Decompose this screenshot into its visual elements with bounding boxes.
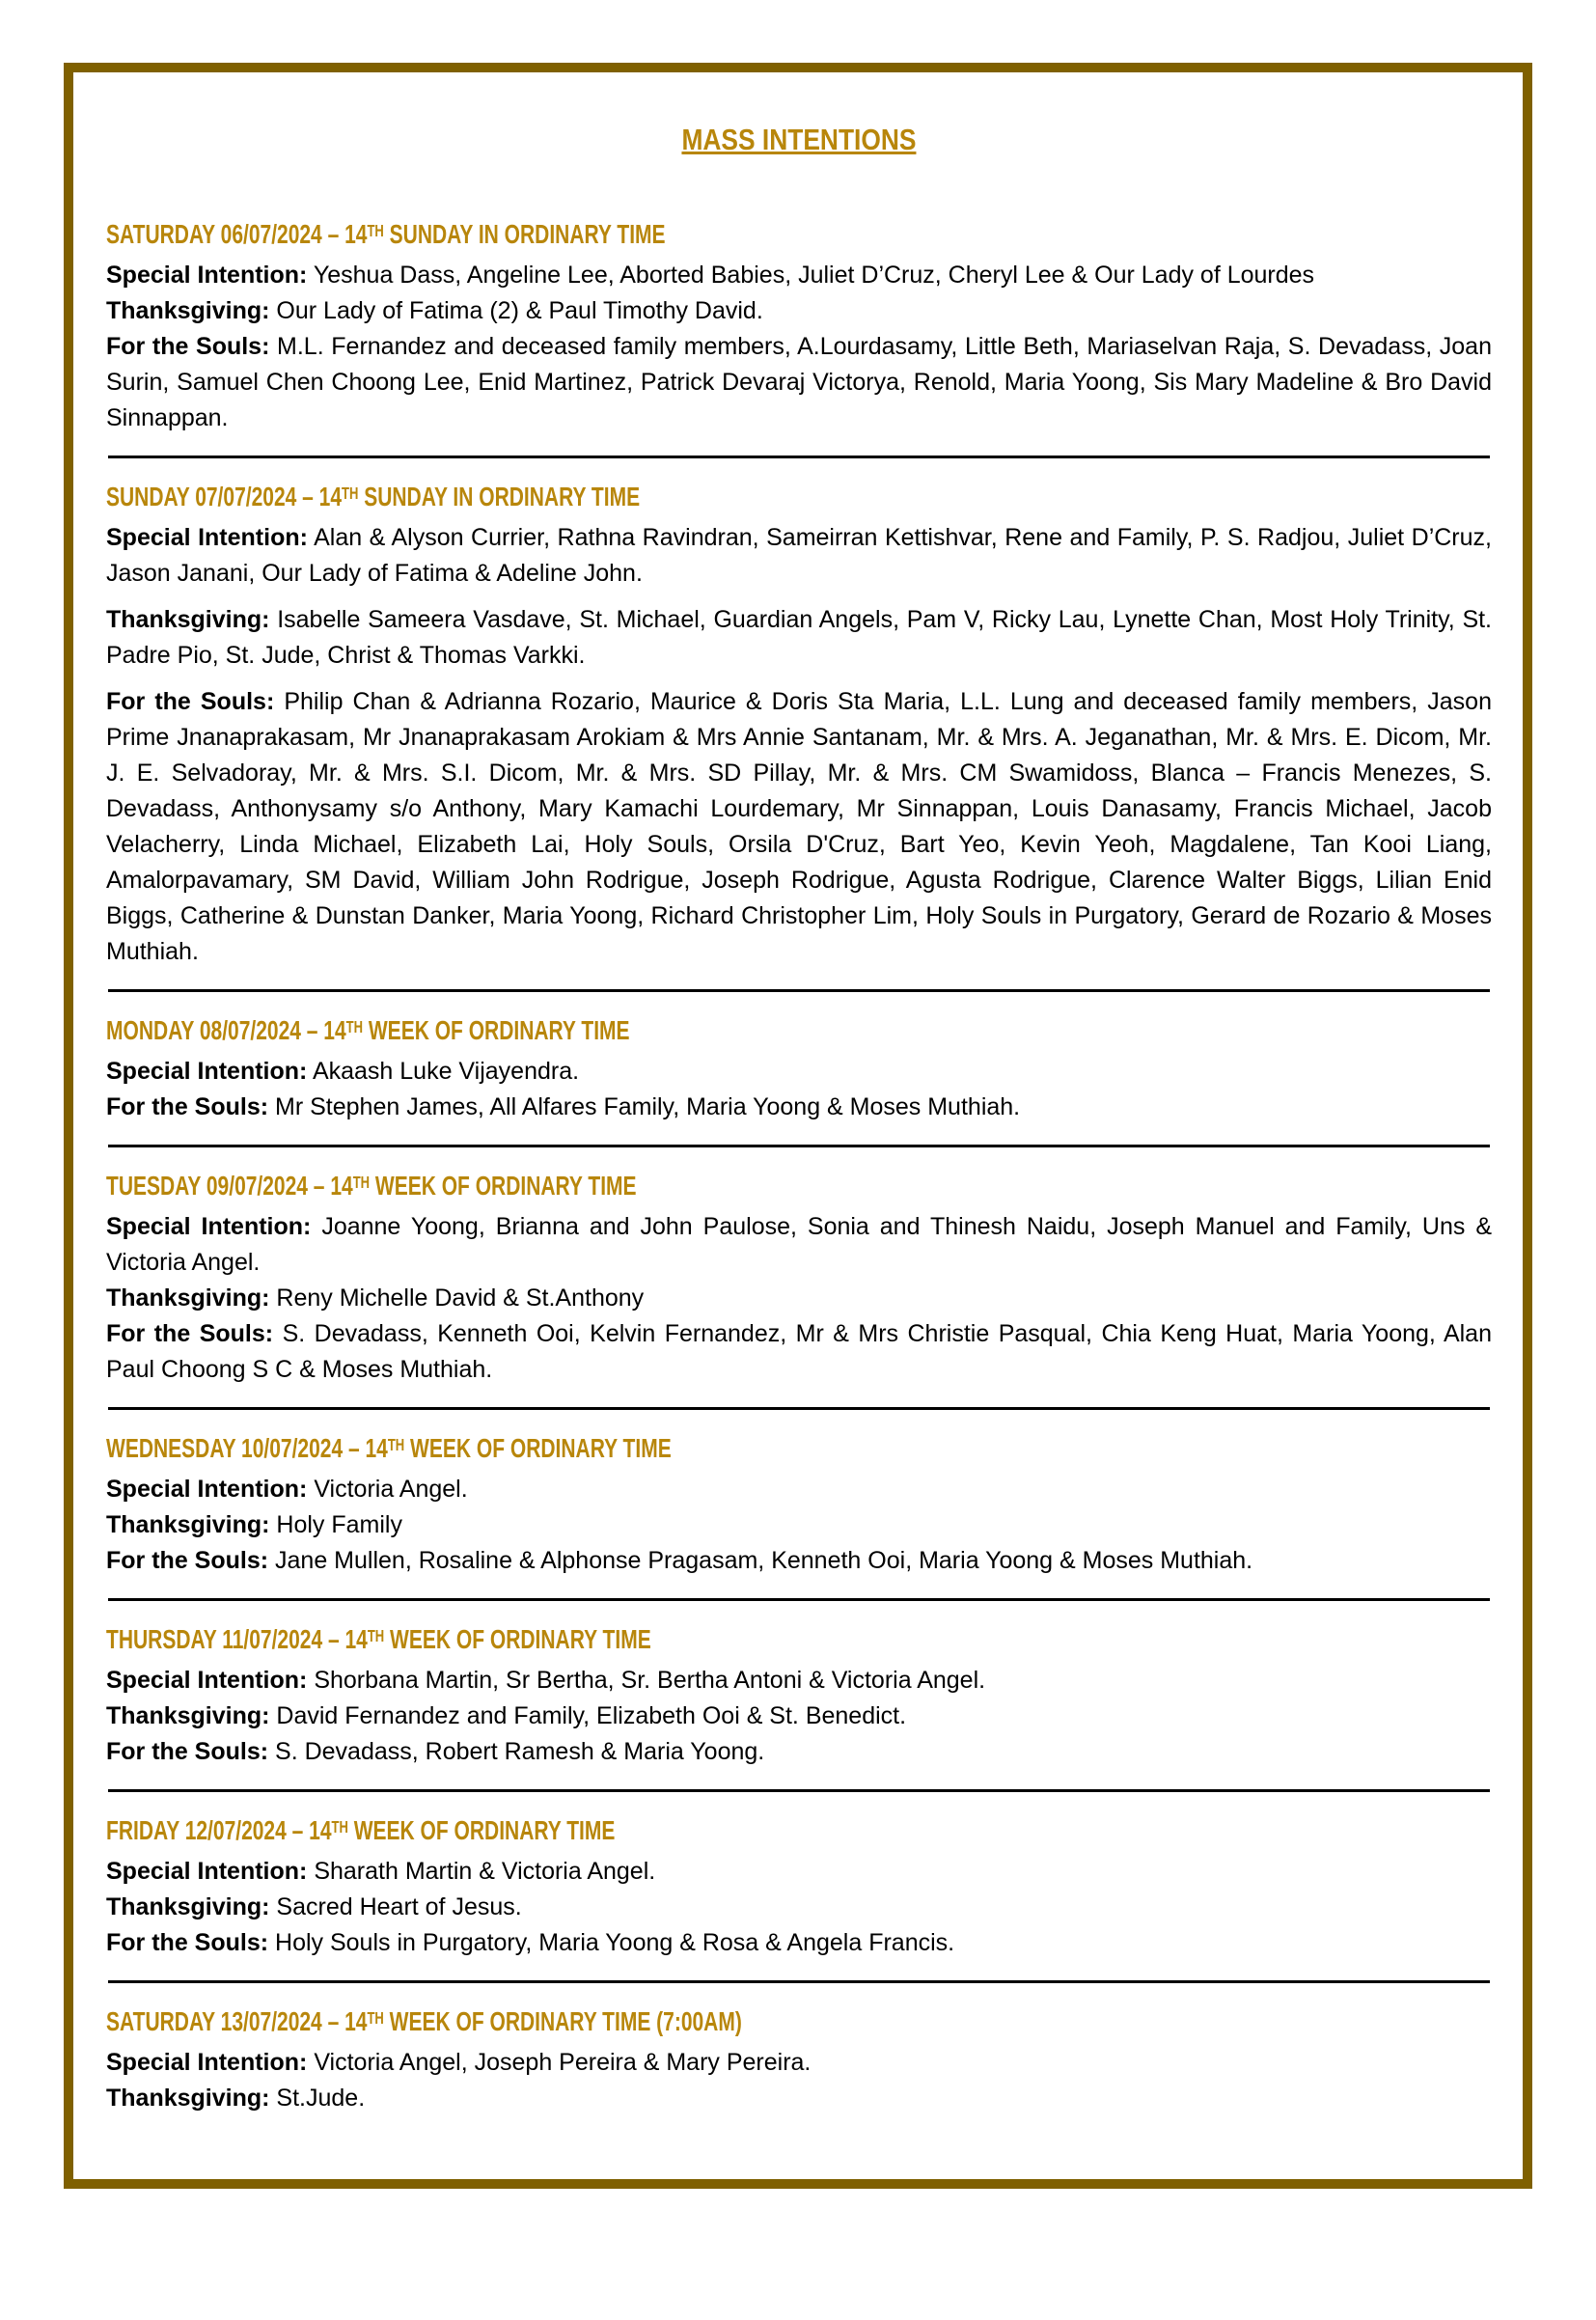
entry-text: Joanne Yoong, Brianna and John Paulose, Sonia and Thinesh Naidu, Joseph Manuel and Family, Uns & Victoria Angel. — [106, 1213, 1492, 1276]
entry-label: Thanksgiving: — [106, 1284, 270, 1312]
entry-label: For the Souls: — [106, 688, 275, 715]
section-divider — [108, 1980, 1490, 1983]
heading-text: SUNDAY IN ORDINARY TIME — [358, 482, 641, 511]
intention-line — [106, 1890, 1492, 1925]
heading-ordinal-suffix: TH — [387, 1435, 405, 1454]
section-divider — [108, 1145, 1490, 1147]
intention-line — [106, 2081, 1492, 2116]
heading-text: SUNDAY IN ORDINARY TIME — [383, 219, 666, 249]
intention-line — [106, 520, 1492, 592]
entry-label: Thanksgiving: — [106, 1893, 270, 1920]
intention-line — [106, 1054, 1492, 1090]
heading-text: WEEK OF ORDINARY TIME — [404, 1433, 672, 1463]
section-divider — [108, 456, 1490, 458]
entry-label: For the Souls: — [106, 1738, 269, 1765]
intention-line — [106, 1699, 1492, 1734]
section-divider — [108, 989, 1490, 992]
entry-text: Holy Family — [276, 1511, 402, 1538]
intention-line — [106, 1507, 1492, 1543]
entry-text: David Fernandez and Family, Elizabeth Ooi & St. Benedict. — [276, 1702, 907, 1729]
entry-label: Special Intention: — [106, 1667, 308, 1694]
heading-text: FRIDAY 12/07/2024 – 14 — [106, 1815, 332, 1845]
intention-line — [106, 1663, 1492, 1699]
entry-label: Special Intention: — [106, 262, 308, 289]
mass-intentions-section-thursday-11-07 — [106, 1624, 1492, 1770]
heading-ordinal-suffix: TH — [331, 1817, 348, 1837]
entry-text: Jane Mullen, Rosaline & Alphonse Pragasam, Kenneth Ooi, Maria Yoong & Moses Muthiah. — [275, 1547, 1253, 1574]
entry-label: For the Souls: — [106, 333, 270, 360]
mass-intentions-section-sunday-07-07 — [106, 482, 1492, 970]
intention-line — [106, 329, 1492, 436]
entry-text: Sharath Martin & Victoria Angel. — [314, 1858, 656, 1885]
mass-intentions-section-tuesday-09-07 — [106, 1171, 1492, 1388]
mass-intentions-section-wednesday-10-07 — [106, 1433, 1492, 1579]
entry-label: Special Intention: — [106, 1213, 312, 1240]
intention-line — [106, 258, 1492, 293]
section-heading — [106, 219, 1492, 250]
intention-line — [106, 1734, 1492, 1770]
heading-text: WEDNESDAY 10/07/2024 – 14 — [106, 1433, 388, 1463]
entry-text: Victoria Angel. — [314, 1476, 468, 1503]
mass-intentions-section-monday-08-07 — [106, 1015, 1492, 1125]
heading-text: SATURDAY 13/07/2024 – 14 — [106, 2006, 368, 2036]
heading-text: WEEK OF ORDINARY TIME — [363, 1015, 630, 1045]
heading-text: WEEK OF ORDINARY TIME — [384, 1624, 651, 1654]
intention-line — [106, 1472, 1492, 1507]
heading-ordinal-suffix: TH — [367, 221, 384, 240]
entry-label: Thanksgiving: — [106, 1702, 270, 1729]
intention-line — [106, 2045, 1492, 2081]
intention-line — [106, 1281, 1492, 1316]
section-divider — [108, 1598, 1490, 1601]
entry-text: Victoria Angel, Joseph Pereira & Mary Pereira. — [314, 2049, 812, 2076]
intention-line — [106, 1925, 1492, 1961]
intention-line — [106, 293, 1492, 329]
section-heading — [106, 2006, 1492, 2037]
entry-label: Thanksgiving: — [106, 1511, 270, 1538]
intention-line — [106, 1090, 1492, 1125]
intention-line — [106, 1854, 1492, 1890]
entry-text: Holy Souls in Purgatory, Maria Yoong & Rosa & Angela Francis. — [275, 1929, 955, 1956]
entry-text: S. Devadass, Robert Ramesh & Maria Yoong. — [275, 1738, 765, 1765]
section-heading — [106, 482, 1492, 512]
intention-line — [106, 1209, 1492, 1281]
intention-line — [106, 684, 1492, 970]
entry-label: Special Intention: — [106, 524, 308, 551]
mass-intentions-section-saturday-06-07 — [106, 219, 1492, 436]
entry-text: Shorbana Martin, Sr Bertha, Sr. Bertha Antoni & Victoria Angel. — [314, 1667, 986, 1694]
heading-text: SATURDAY 06/07/2024 – 14 — [106, 219, 368, 249]
document-page — [64, 63, 1532, 2189]
heading-ordinal-suffix: TH — [367, 1626, 385, 1645]
entry-text: Mr Stephen James, All Alfares Family, Maria Yoong & Moses Muthiah. — [275, 1093, 1021, 1120]
heading-ordinal-suffix: TH — [352, 1173, 371, 1192]
entry-label: Special Intention: — [106, 1476, 308, 1503]
heading-text: WEEK OF ORDINARY TIME — [347, 1815, 616, 1845]
entry-text: St.Jude. — [276, 2085, 366, 2112]
entry-text: Akaash Luke Vijayendra. — [312, 1058, 580, 1085]
heading-text: TUESDAY 09/07/2024 – 14 — [106, 1171, 353, 1201]
entry-text: Our Lady of Fatima (2) & Paul Timothy David. — [276, 297, 763, 324]
entry-label: For the Souls: — [106, 1929, 269, 1956]
entry-text: Reny Michelle David & St.Anthony — [276, 1284, 645, 1312]
entry-label: Thanksgiving: — [106, 2085, 270, 2112]
entry-label: For the Souls: — [106, 1547, 269, 1574]
section-divider — [108, 1789, 1490, 1792]
entry-text: Yeshua Dass, Angeline Lee, Aborted Babies, Juliet D’Cruz, Cheryl Lee & Our Lady of Lourdes — [313, 262, 1315, 289]
section-divider — [108, 1407, 1490, 1410]
entry-label: For the Souls: — [106, 1093, 269, 1120]
section-heading — [106, 1433, 1492, 1464]
intention-line — [106, 1316, 1492, 1388]
entry-label: Special Intention: — [106, 1858, 308, 1885]
heading-text: THURSDAY 11/07/2024 – 14 — [106, 1624, 368, 1654]
section-heading — [106, 1624, 1492, 1655]
title-row — [106, 123, 1492, 157]
entry-text: M.L. Fernandez and deceased family members, A.Lourdasamy, Little Beth, Mariaselvan Raja, S. Devadass, Joan Surin, Samuel Chen Choong Lee, Enid Martinez, Patrick Devaraj Victorya, Renold, Maria Yoong, Sis Mary Madeline & Bro David Sinnappan. — [106, 333, 1492, 431]
heading-ordinal-suffix: TH — [345, 1017, 364, 1036]
section-heading — [106, 1171, 1492, 1201]
entry-text: Philip Chan & Adrianna Rozario, Maurice & Doris Sta Maria, L.L. Lung and deceased family members, Jason Prime Jnanaprakasam, Mr Jnanaprakasam Arokiam & Mrs Annie Santanam, Mr. & Mrs. A. Jeganathan, Mr. & Mrs. E. Dicom, Mr. J. E. Selvadoray, Mr. & Mrs. S.I. Dicom, Mr. & Mrs. SD Pillay, Mr. & Mrs. CM Swamidoss, Blanca – Francis Menezes, S. Devadass, Anthonysamy s/o Anthony, Mary Kamachi Lourdemary, Mr Sinnappan, Louis Danasamy, Francis Michael, Jacob Velacherry, Linda Michael, Elizabeth Lai, Holy Souls, Orsila D'Cruz, Bart Yeo, Kevin Yeoh, Magdalene, Tan Kooi Liang, Amalorpavamary, SM David, William John Rodrigue, Joseph Rodrigue, Agusta Rodrigue, Clarence Walter Biggs, Lilian Enid Biggs, Catherine & Dunstan Danker, Maria Yoong, Richard Christopher Lim, Holy Souls in Purgatory, Gerard de Rozario & Moses Muthiah. — [106, 688, 1492, 965]
page-title: MASS INTENTIONS — [681, 123, 917, 156]
section-heading — [106, 1015, 1492, 1046]
entry-text: Alan & Alyson Currier, Rathna Ravindran, Sameirran Kettishvar, Rene and Family, P. S. Radjou, Juliet D’Cruz, Jason Janani, Our Lady of Fatima & Adeline John. — [106, 524, 1492, 587]
mass-intentions-section-saturday-13-07 — [106, 2006, 1492, 2116]
entry-text: S. Devadass, Kenneth Ooi, Kelvin Fernandez, Mr & Mrs Christie Pasqual, Chia Keng Huat, Maria Yoong, Alan Paul Choong S C & Moses Muthiah. — [106, 1320, 1492, 1383]
entry-text: Isabelle Sameera Vasdave, St. Michael, Guardian Angels, Pam V, Ricky Lau, Lynette Chan, Most Holy Trinity, St. Padre Pio, St. Jude, Christ & Thomas Varkki. — [106, 606, 1493, 669]
section-heading — [106, 1815, 1492, 1846]
heading-ordinal-suffix: TH — [367, 2008, 384, 2028]
entry-label: Thanksgiving: — [106, 297, 270, 324]
heading-text: SUNDAY 07/07/2024 – 14 — [106, 482, 343, 511]
intention-line — [106, 1543, 1492, 1579]
entry-label: Special Intention: — [106, 2049, 308, 2076]
entry-label: For the Souls: — [106, 1320, 274, 1347]
entry-label: Thanksgiving: — [106, 606, 270, 633]
heading-text: WEEK OF ORDINARY TIME (7:00AM) — [383, 2006, 742, 2036]
heading-text: WEEK OF ORDINARY TIME — [370, 1171, 637, 1201]
entry-text: Sacred Heart of Jesus. — [276, 1893, 522, 1920]
mass-intentions-section-friday-12-07 — [106, 1815, 1492, 1961]
intention-line — [106, 602, 1492, 674]
heading-ordinal-suffix: TH — [342, 483, 359, 503]
heading-text: MONDAY 08/07/2024 – 14 — [106, 1015, 346, 1045]
entry-label: Special Intention: — [106, 1058, 308, 1085]
